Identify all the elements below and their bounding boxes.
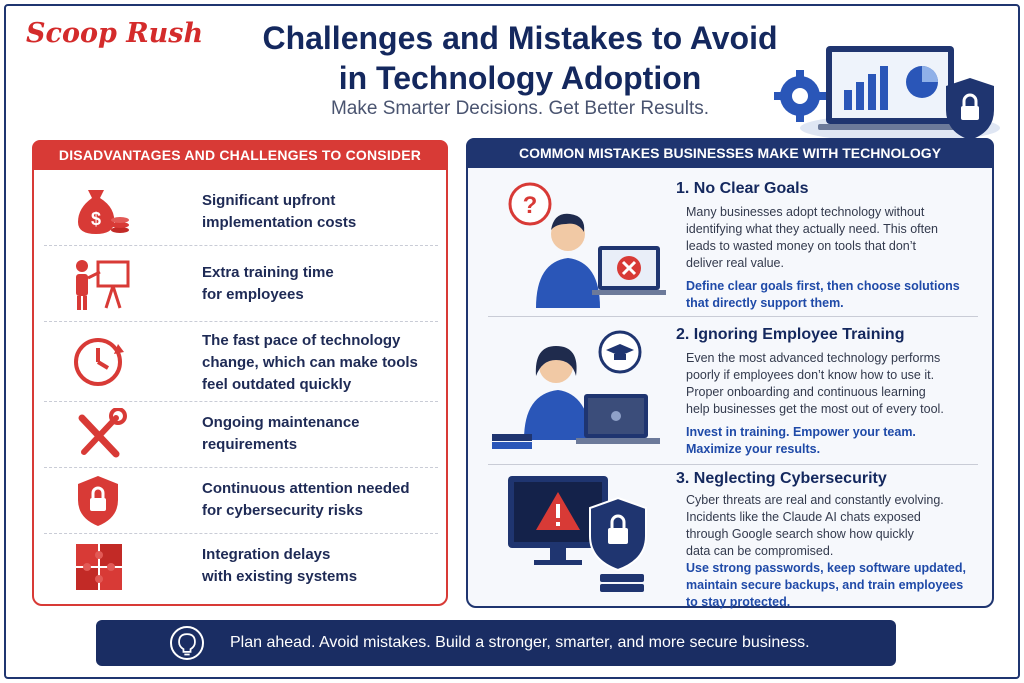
challenge-text: The fast pace of technology change, which can make tools feel outdated quickly xyxy=(202,332,418,393)
footer-banner xyxy=(96,620,896,666)
clock-icon xyxy=(70,334,130,390)
challenge-text: Integration delays with existing systems xyxy=(202,546,358,585)
challenge-item xyxy=(44,534,438,600)
challenges-header: DISADVANTAGES AND CHALLENGES TO CONSIDER xyxy=(32,140,448,170)
svg-text:?: ? xyxy=(522,192,538,219)
mistake-item xyxy=(480,468,984,608)
challenge-item xyxy=(44,322,438,402)
divider xyxy=(488,316,978,317)
hero-illustration xyxy=(770,38,1002,146)
mistake-tip: Define clear goals first, then choose solutions that directly support them. xyxy=(686,279,960,310)
svg-text:$: $ xyxy=(90,209,102,229)
mistake-item xyxy=(480,174,984,314)
mistake-item xyxy=(480,320,984,460)
challenge-text: Extra training time for employees xyxy=(202,264,334,303)
mistake-tip: Use strong passwords, keep software updated, maintain secure backups, and train employees to stay protected. xyxy=(686,561,966,609)
puzzle-icon xyxy=(70,538,130,594)
trainer-board-icon xyxy=(70,256,130,312)
lightbulb-icon xyxy=(170,626,204,660)
mistake-title: 3. Neglecting Cybersecurity xyxy=(676,470,887,487)
title-line-1: Challenges and Mistakes to Avoid xyxy=(262,20,778,56)
mistake-title: 2. Ignoring Employee Training xyxy=(676,326,905,343)
money-bag-icon xyxy=(70,182,130,238)
mistake-body: Even the most advanced technology performs poorly if employees don’t know how to use it. Proper onboarding and continuous learning help businesses get the most out of every tool. xyxy=(686,351,944,416)
page-subtitle: Make Smarter Decisions. Get Better Results. xyxy=(330,98,709,119)
challenge-text: Significant upfront implementation costs xyxy=(202,192,357,231)
brand-logo: Scoop Rush xyxy=(26,18,204,49)
mistake-body: Many businesses adopt technology without identifying what they actually need. This often leads to wasted money on tools that don’t deliver real value. xyxy=(686,205,939,270)
mistakes-header: COMMON MISTAKES BUSINESSES MAKE WITH TECHNOLOGY xyxy=(466,138,994,168)
mistake-title: 1. No Clear Goals xyxy=(676,180,809,197)
page-title xyxy=(220,18,820,98)
challenge-item xyxy=(44,468,438,534)
title-line-2: in Technology Adoption xyxy=(338,60,702,96)
laptop-chart-icon xyxy=(818,46,962,130)
challenge-item xyxy=(44,176,438,246)
challenges-panel xyxy=(32,140,448,606)
challenge-text: Continuous attention needed for cybersecurity risks xyxy=(202,480,410,519)
footer-text: Plan ahead. Avoid mistakes. Build a stronger, smarter, and more secure business. xyxy=(230,634,810,651)
challenge-item xyxy=(44,246,438,322)
mistake-body: Cyber threats are real and constantly evolving. Incidents like the Claude AI chats exposed through Google search show how quickly data can be compromised. xyxy=(686,493,944,558)
divider xyxy=(488,464,978,465)
challenge-text: Ongoing maintenance requirements xyxy=(202,414,360,453)
challenge-item xyxy=(44,402,438,468)
gear-icon xyxy=(774,70,826,122)
confused-person-illustration xyxy=(488,178,668,308)
wrench-screwdriver-icon xyxy=(70,408,130,464)
mistake-tip: Invest in training. Empower your team. Maximize your results. xyxy=(686,425,916,456)
learning-person-illustration xyxy=(488,324,668,454)
mistakes-panel xyxy=(466,138,994,608)
shield-lock-icon xyxy=(70,472,130,528)
cybersecurity-illustration xyxy=(488,470,668,600)
